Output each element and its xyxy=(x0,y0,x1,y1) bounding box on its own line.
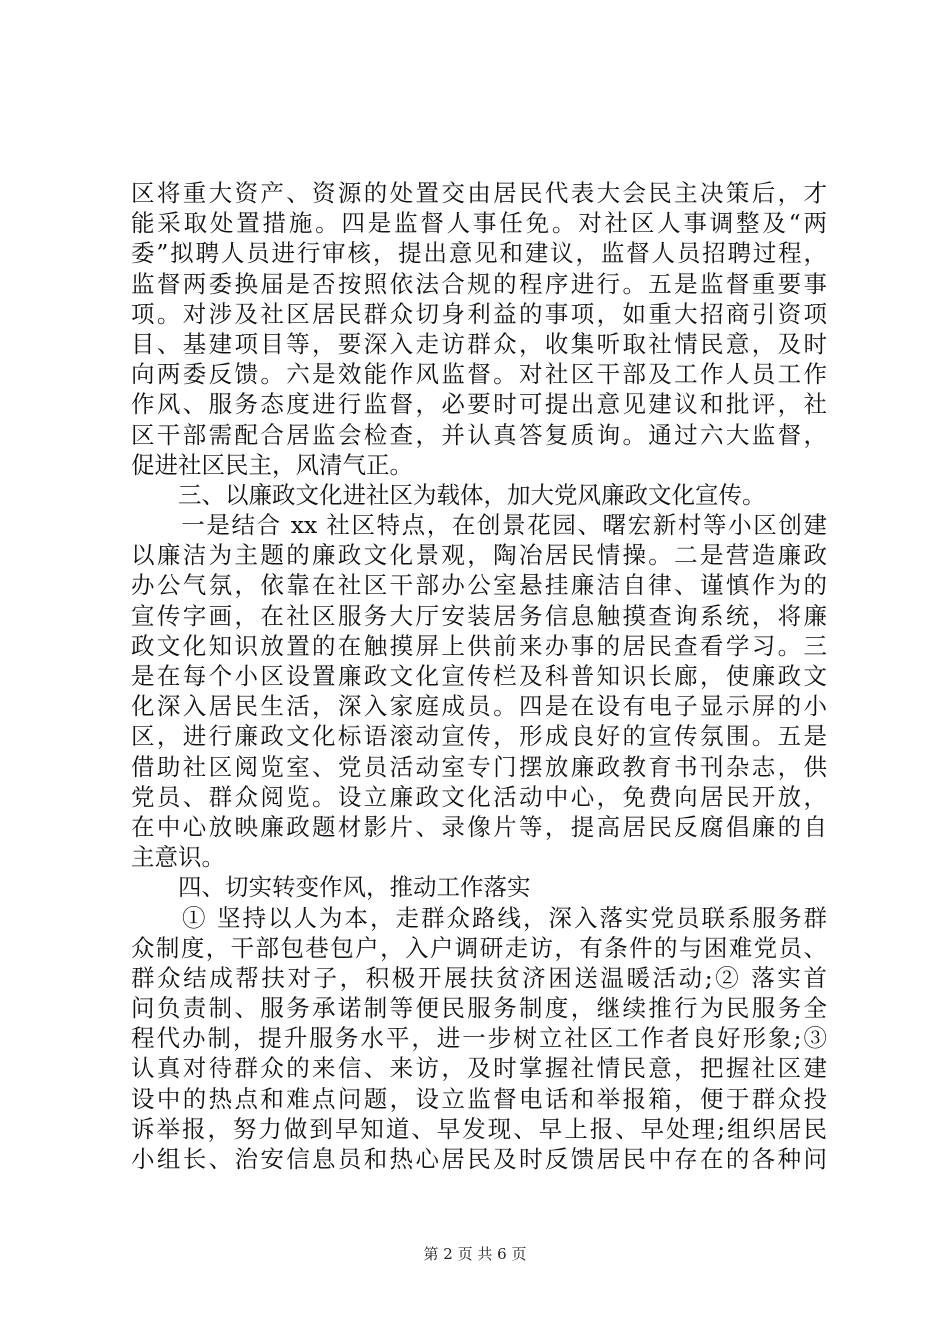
text-line: 化深入居民生活，深入家庭成员。四是在设有电子显示屏的小 xyxy=(131,692,827,721)
text-line: 政文化知识放置的在触摸屏上供前来办事的居民查看学习。三 xyxy=(131,631,827,660)
text-line: 办公气氛，依靠在社区干部办公室悬挂廉洁自律、谨慎作为的 xyxy=(131,571,827,600)
text-line: 主意识。 xyxy=(131,843,225,872)
text-line: 四、切实转变作风，推动工作落实 xyxy=(131,873,531,902)
text-line: 认真对待群众的来信、来访，及时掌握社情民意，把握社区建 xyxy=(131,1054,827,1083)
text-line: 小组长、治安信息员和热心居民及时反馈居民中存在的各种问 xyxy=(131,1145,827,1173)
text-line: 作风、服务态度进行监督，必要时可提出意见建议和批评，社 xyxy=(131,390,827,419)
text-line: 是在每个小区设置廉政文化宣传栏及科普知识长廊，使廉政文 xyxy=(131,662,827,690)
text-line: 在中心放映廉政题材影片、录像片等，提高居民反腐倡廉的自 xyxy=(131,812,827,841)
text-line: 区，进行廉政文化标语滚动宣传，形成良好的宣传氛围。五是 xyxy=(131,722,827,751)
text-line: 项。对涉及社区居民群众切身利益的事项，如重大招商引资项 xyxy=(131,299,827,328)
text-line: 群众结成帮扶对子，积极开展扶贫济困送温暖活动;② 落实首 xyxy=(131,963,827,992)
document-body xyxy=(131,178,827,1174)
text-line: 问负责制、服务承诺制等便民服务制度，继续推行为民服务全 xyxy=(131,994,827,1023)
text-line: 向两委反馈。六是效能作风监督。对社区干部及工作人员工作 xyxy=(131,360,827,389)
text-line: 委”拟聘人员进行审核，提出意见和建议，监督人员招聘过程， xyxy=(131,239,827,268)
text-line: 宣传字画，在社区服务大厅安装居务信息触摸查询系统，将廉 xyxy=(131,601,827,630)
text-line: 设中的热点和难点问题，设立监督电话和举报箱，便于群众投 xyxy=(131,1084,827,1113)
text-line: 监督两委换届是否按照依法合规的程序进行。五是监督重要事 xyxy=(131,269,827,298)
text-line: 程代办制，提升服务水平，进一步树立社区工作者良好形象;③ xyxy=(131,1024,827,1053)
text-line: 区干部需配合居监会检查，并认真答复质询。通过六大监督， xyxy=(131,420,827,449)
text-line: 一是结合 xx 社区特点，在创景花园、曙宏新村等小区创建 xyxy=(131,511,827,540)
page-footer: 第 2 页 共 6 页 xyxy=(423,1245,527,1263)
text-line: 众制度，干部包巷包户，入户调研走访，有条件的与困难党员、 xyxy=(131,933,827,962)
text-line: 区将重大资产、资源的处置交由居民代表大会民主决策后，才 xyxy=(131,179,827,207)
text-line: 促进社区民主，风清气正。 xyxy=(131,450,413,479)
text-line: 能采取处置措施。四是监督人事任免。对社区人事调整及“两 xyxy=(131,209,827,238)
text-line: 以廉洁为主题的廉政文化景观，陶冶居民情操。二是营造廉政 xyxy=(131,541,827,570)
text-line: ① 坚持以人为本，走群众路线，深入落实党员联系服务群 xyxy=(131,903,827,932)
text-line: 三、以廉政文化进社区为载体，加大党风廉政文化宣传。 xyxy=(131,480,766,509)
text-line: 党员、群众阅览。设立廉政文化活动中心，免费向居民开放， xyxy=(131,782,827,811)
text-line: 借助社区阅览室、党员活动室专门摆放廉政教育书刊杂志，供 xyxy=(131,752,827,781)
text-line: 诉举报，努力做到早知道、早发现、早上报、早处理;组织居民 xyxy=(131,1114,827,1143)
text-line: 目、基建项目等，要深入走访群众，收集听取社情民意，及时 xyxy=(131,329,827,358)
